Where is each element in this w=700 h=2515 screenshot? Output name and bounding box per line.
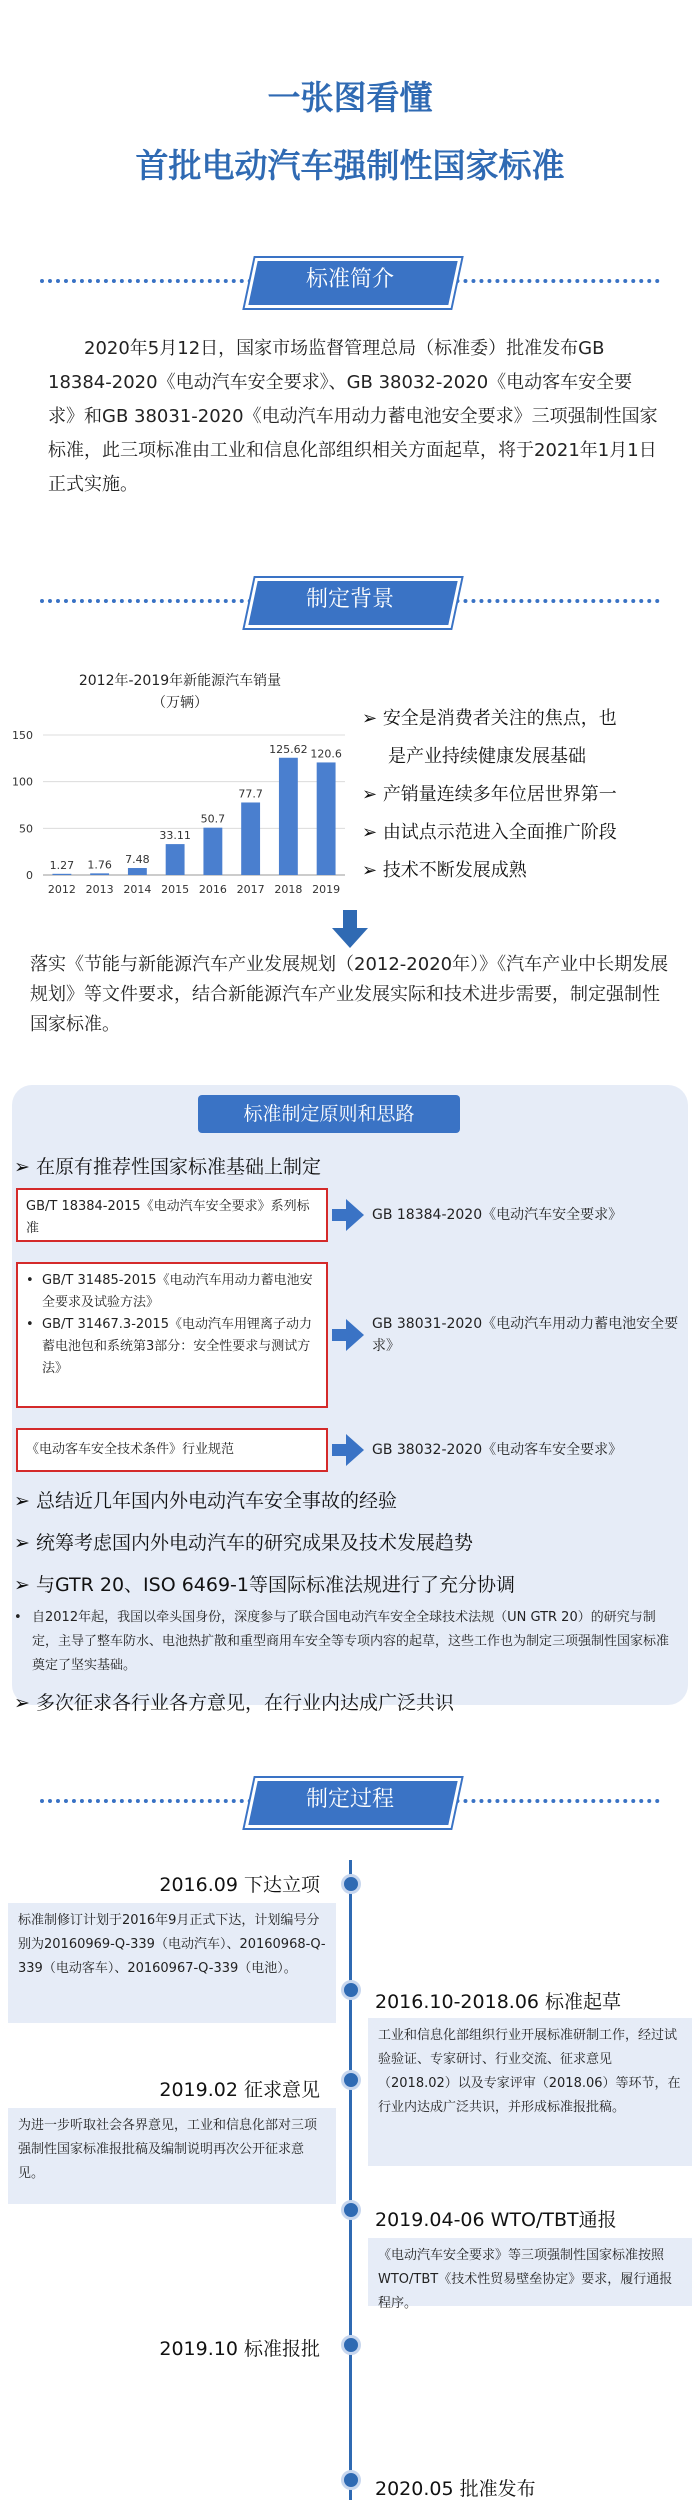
arrow-bullet-icon: ➢ bbox=[14, 1490, 36, 1512]
down-arrow-stem bbox=[343, 910, 357, 928]
timeline-dot bbox=[341, 2335, 361, 2355]
principle-point-1: ➢ 总结近几年国内外电动汽车安全事故的经验 bbox=[14, 1490, 397, 1512]
timeline-title-3: 2019.02 征求意见 bbox=[159, 2079, 320, 2101]
right-arrow-stem bbox=[332, 1329, 346, 1341]
arrow-bullet-icon: ➢ bbox=[362, 860, 383, 881]
arrow-bullet-icon: ➢ bbox=[14, 1574, 36, 1596]
x-tick-label: 2018 bbox=[274, 883, 303, 896]
background-bullets bbox=[362, 700, 692, 890]
y-tick-label: 50 bbox=[19, 822, 33, 836]
chart-bar-2015 bbox=[166, 844, 185, 875]
arrow-bullet-icon: ➢ bbox=[362, 784, 383, 805]
source-standard-box-3: 《电动客车安全技术条件》行业规范 bbox=[16, 1428, 328, 1472]
bullet-item: ➢ 产销量连续多年位居世界第一 bbox=[362, 784, 617, 805]
intro-paragraph: 2020年5月12日，国家市场监督管理总局（标准委）批准发布GB 18384-2020《电动汽车安全要求》、GB 38032-2020《电动客车安全要求》和GB 38031-2020《电动汽车用动力蓄电池安全要求》三项强制性国家标准，此三项标准由工业和信息化部组织相关方面起草，将于2021年1月1日正式实施。 bbox=[48, 338, 658, 495]
right-arrow-icon bbox=[346, 1434, 364, 1466]
timeline-desc-1: 标准制修订计划于2016年9月正式下达，计划编号分别为20160969-Q-339（电动汽车）、20160968-Q-339（电动客车）、20160967-Q-339（电池）。 bbox=[8, 1903, 336, 2023]
page-title-line2: 首批电动汽车强制性国家标准 bbox=[135, 146, 565, 185]
x-tick-label: 2016 bbox=[198, 883, 227, 896]
down-arrow-icon bbox=[332, 928, 368, 948]
x-tick-label: 2017 bbox=[236, 883, 265, 896]
timeline-title-6: 2020.05 批准发布 bbox=[375, 2478, 536, 2500]
y-tick-label: 150 bbox=[12, 729, 33, 742]
right-arrow-stem bbox=[332, 1444, 346, 1456]
section-title-process: 制定过程 bbox=[305, 1787, 394, 1812]
timeline-dot bbox=[341, 2470, 361, 2490]
timeline-dot bbox=[341, 1980, 361, 2000]
timeline-desc-3: 为进一步听取社会各界意见，工业和信息化部对三项强制性国家标准报批稿及编制说明再次公开征求意见。 bbox=[8, 2108, 336, 2204]
chart-bar-2018 bbox=[279, 758, 298, 875]
background-conclusion: 落实《节能与新能源汽车产业发展规划（2012-2020年）》《汽车产业中长期发展规划》等文件要求，结合新能源汽车产业发展实际和技术进步需要，制定强制性国家标准。 bbox=[30, 954, 669, 1035]
right-arrow-icon bbox=[346, 1319, 364, 1351]
bullet-item: ➢ 技术不断发展成熟 bbox=[362, 860, 527, 881]
section-title-intro: 标准简介 bbox=[305, 267, 394, 292]
chart-bar-2013 bbox=[90, 873, 109, 875]
timeline-desc-4: 《电动汽车安全要求》等三项强制性国家标准按照WTO/TBT《技术性贸易壁垒协定》要求，履行通报程序。 bbox=[368, 2238, 692, 2306]
data-label: 1.76 bbox=[87, 858, 112, 872]
chart-bar-2016 bbox=[203, 828, 222, 875]
timeline-title-2: 2016.10-2018.06 标准起草 bbox=[375, 1991, 622, 2013]
list-item: • GB/T 31485-2015《电动汽车用动力蓄电池安全要求及试验方法》 bbox=[26, 1270, 318, 1314]
dot-bullet-icon: • bbox=[26, 1317, 34, 1332]
timeline-dot bbox=[341, 1874, 361, 1894]
chart-unit: （万辆） bbox=[152, 695, 208, 711]
data-label: 77.7 bbox=[238, 787, 263, 801]
data-label: 33.11 bbox=[159, 829, 191, 843]
x-tick-label: 2015 bbox=[161, 883, 190, 896]
arrow-bullet-icon: ➢ bbox=[362, 822, 383, 843]
arrow-bullet-icon: ➢ bbox=[14, 1532, 36, 1554]
x-tick-label: 2019 bbox=[312, 883, 341, 896]
right-arrow-stem bbox=[332, 1209, 346, 1221]
principle-point-3-detail: • 自2012年起，我国以牵头国身份，深度参与了联合国电动汽车安全全球技术法规（UN GTR 20）的研究与制定，主导了整车防水、电池热扩散和重型商用车安全等专项内容的起草，这些工作也为制定三项强制性国家标准奠定了坚实基础。 bbox=[14, 1606, 679, 1678]
arrow-bullet-icon: ➢ bbox=[14, 1692, 36, 1714]
chart-title: 2012年-2019年新能源汽车销量 bbox=[78, 673, 282, 689]
timeline-dot bbox=[341, 2200, 361, 2220]
chart-bar-2014 bbox=[128, 868, 147, 875]
timeline-title-4: 2019.04-06 WTO/TBT通报 bbox=[375, 2209, 617, 2231]
timeline-title-5: 2019.10 标准报批 bbox=[159, 2338, 320, 2360]
y-tick-label: 100 bbox=[12, 775, 33, 789]
data-label: 125.62 bbox=[269, 742, 308, 756]
principle-point-3: ➢ 与GTR 20、ISO 6469-1等国际标准法规进行了充分协调 bbox=[14, 1574, 515, 1596]
bullet-item: ➢ 安全是消费者关注的焦点，也 bbox=[362, 708, 617, 729]
list-item: • GB/T 31467.3-2015《电动汽车用锂离子动力蓄电池包和系统第3部分：安全性要求与测试方法》 bbox=[26, 1314, 318, 1380]
data-label: 1.27 bbox=[49, 858, 75, 872]
section-title-background: 制定背景 bbox=[305, 587, 394, 612]
sales-bar-chart bbox=[5, 665, 350, 910]
source-standard-box-2 bbox=[16, 1262, 328, 1408]
timeline-desc-2: 工业和信息化部组织行业开展标准研制工作，经过试验验证、专家研讨、行业交流、征求意见（2018.02）以及专家评审（2018.06）等环节，在行业内达成广泛共识，并形成标准报批稿。 bbox=[368, 2018, 692, 2166]
target-standard-3: GB 38032-2020《电动客车安全要求》 bbox=[372, 1442, 623, 1458]
x-tick-label: 2012 bbox=[47, 883, 76, 896]
x-tick-label: 2014 bbox=[123, 883, 152, 896]
principle-base: ➢ 在原有推荐性国家标准基础上制定 bbox=[14, 1156, 321, 1178]
section-header-background bbox=[40, 570, 660, 630]
target-standard-2: GB 38031-2020《电动汽车用动力蓄电池安全要求》 bbox=[372, 1316, 679, 1354]
data-label: 120.6 bbox=[310, 747, 342, 761]
chart-bar-2017 bbox=[241, 802, 260, 875]
chart-bar-2012 bbox=[52, 874, 71, 875]
principle-point-4: ➢ 多次征求各行业各方意见，在行业内达成广泛共识 bbox=[14, 1692, 454, 1714]
right-arrow-icon bbox=[346, 1199, 364, 1231]
bullet-item: ➢ 由试点示范进入全面推广阶段 bbox=[362, 822, 617, 843]
arrow-bullet-icon: ➢ bbox=[362, 708, 383, 729]
section-header-process bbox=[40, 1770, 660, 1830]
target-standard-1: GB 18384-2020《电动汽车安全要求》 bbox=[372, 1207, 623, 1223]
section-header-intro bbox=[40, 250, 660, 310]
timeline-dot bbox=[341, 2070, 361, 2090]
arrow-bullet-icon: ➢ bbox=[14, 1156, 36, 1178]
source-standard-box-1: GB/T 18384-2015《电动汽车安全要求》系列标准 bbox=[16, 1188, 328, 1242]
timeline-line bbox=[349, 1860, 352, 2500]
principle-point-2: ➢ 统筹考虑国内外电动汽车的研究成果及技术发展趋势 bbox=[14, 1532, 473, 1554]
dot-bullet-icon: • bbox=[26, 1273, 34, 1288]
section-title-principles: 标准制定原则和思路 bbox=[198, 1095, 460, 1133]
x-tick-label: 2013 bbox=[85, 883, 114, 896]
bullet-item: 是产业持续健康发展基础 bbox=[388, 746, 586, 767]
timeline-title-1: 2016.09 下达立项 bbox=[159, 1874, 320, 1896]
data-label: 50.7 bbox=[200, 812, 226, 826]
chart-bar-2019 bbox=[317, 762, 336, 875]
data-label: 7.48 bbox=[125, 853, 150, 867]
y-tick-label: 0 bbox=[26, 869, 33, 882]
page-title-line1: 一张图看懂 bbox=[267, 78, 433, 117]
dot-bullet-icon: • bbox=[14, 1610, 22, 1625]
